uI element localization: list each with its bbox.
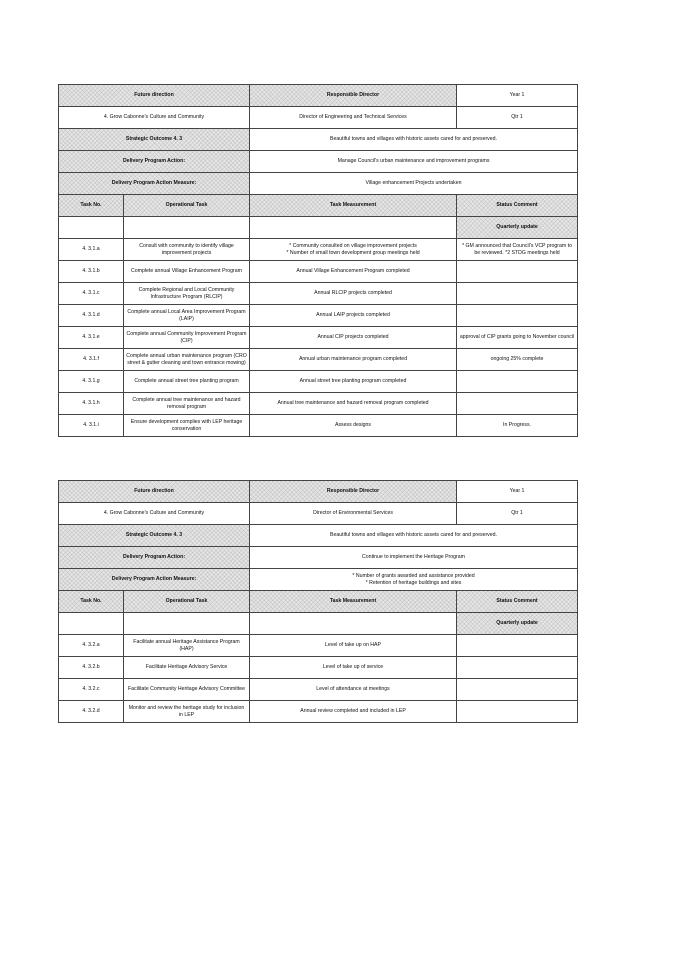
table-row bbox=[59, 635, 578, 657]
task-measurement: Annual tree maintenance and hazard removal program completed bbox=[250, 393, 457, 415]
status-comment bbox=[457, 305, 578, 327]
quarterly-update-header: Quarterly update bbox=[457, 217, 578, 239]
blank-cell bbox=[124, 613, 250, 635]
operational-task: Consult with community to identify village improvement projects bbox=[124, 239, 250, 261]
delivery-program-action-text: Manage Council's urban maintenance and improvement programs bbox=[250, 151, 578, 173]
task-no: 4. 3.1.b bbox=[59, 261, 124, 283]
responsible-director-header: Responsible Director bbox=[250, 481, 457, 503]
operational-task: Complete annual Village Enhancement Program bbox=[124, 261, 250, 283]
year-label: Year 1 bbox=[457, 85, 578, 107]
blank-cell bbox=[59, 613, 124, 635]
blank-cell bbox=[124, 217, 250, 239]
task-no: 4. 3.2.a bbox=[59, 635, 124, 657]
status-comment bbox=[457, 635, 578, 657]
measure-line: * Retention of heritage buildings and sites bbox=[365, 579, 462, 586]
measurement-line: * Community consulted on village improvement projects bbox=[289, 243, 417, 250]
responsible-director-header: Responsible Director bbox=[250, 85, 457, 107]
table-row bbox=[59, 371, 578, 393]
task-no: 4. 3.1.g bbox=[59, 371, 124, 393]
year-label: Year 1 bbox=[457, 481, 578, 503]
col-operational-task: Operational Task bbox=[124, 591, 250, 613]
delivery-program-action-measure-label: Delivery Program Action Measure: bbox=[59, 173, 250, 195]
status-comment: ongoing 25% complete bbox=[457, 349, 578, 371]
task-measurement: Annual CIP projects completed bbox=[250, 327, 457, 349]
status-comment bbox=[457, 261, 578, 283]
table-row bbox=[59, 679, 578, 701]
future-direction-header: Future direction bbox=[59, 85, 250, 107]
future-direction-value: 4. Grow Cabonne's Culture and Community bbox=[59, 503, 250, 525]
operational-task: Facilitate annual Heritage Assistance Program (HAP) bbox=[124, 635, 250, 657]
task-measurement bbox=[250, 239, 457, 261]
col-task-no: Task No. bbox=[59, 195, 124, 217]
delivery-program-action-measure-text bbox=[250, 569, 578, 591]
blank-cell bbox=[250, 613, 457, 635]
operational-task: Complete annual tree maintenance and hazard removal program bbox=[124, 393, 250, 415]
measure-line: * Number of grants awarded and assistance provided bbox=[352, 573, 475, 580]
quarterly-update-header: Quarterly update bbox=[457, 613, 578, 635]
task-no: 4. 3.1.f bbox=[59, 349, 124, 371]
blank-cell bbox=[250, 217, 457, 239]
status-comment bbox=[457, 701, 578, 723]
table-row bbox=[59, 305, 578, 327]
task-measurement: Level of take up on HAP bbox=[250, 635, 457, 657]
delivery-program-action-text: Continue to implement the Heritage Program bbox=[250, 547, 578, 569]
table-row bbox=[59, 415, 578, 437]
task-no: 4. 3.1.i bbox=[59, 415, 124, 437]
strategic-outcome-text: Beautiful towns and villages with historic assets cared for and preserved. bbox=[250, 525, 578, 547]
operational-task: Complete annual Community Improvement Program (CIP) bbox=[124, 327, 250, 349]
table-row bbox=[59, 239, 578, 261]
task-measurement: Annual Village Enhancement Program completed bbox=[250, 261, 457, 283]
status-comment: In Progress. bbox=[457, 415, 578, 437]
future-direction-header: Future direction bbox=[59, 481, 250, 503]
task-no: 4. 3.1.e bbox=[59, 327, 124, 349]
col-status-comment: Status Comment bbox=[457, 195, 578, 217]
future-direction-value: 4. Grow Cabonne's Culture and Community bbox=[59, 107, 250, 129]
delivery-program-action-label: Delivery Program Action: bbox=[59, 151, 250, 173]
responsible-director-value: Director of Engineering and Technical Services bbox=[250, 107, 457, 129]
status-comment bbox=[457, 371, 578, 393]
task-measurement: Level of attendance at meetings bbox=[250, 679, 457, 701]
quarter-label: Qtr 1 bbox=[457, 503, 578, 525]
strategic-outcome-text: Beautiful towns and villages with historic assets cared for and preserved. bbox=[250, 129, 578, 151]
task-no: 4. 3.1.a bbox=[59, 239, 124, 261]
operational-task: Facilitate Community Heritage Advisory Committee bbox=[124, 679, 250, 701]
task-measurement: Annual RLCIP projects completed bbox=[250, 283, 457, 305]
col-operational-task: Operational Task bbox=[124, 195, 250, 217]
table-row bbox=[59, 283, 578, 305]
table-row bbox=[59, 261, 578, 283]
status-comment bbox=[457, 283, 578, 305]
operational-task: Complete annual street tree planting program bbox=[124, 371, 250, 393]
task-measurement: Level of take up of service bbox=[250, 657, 457, 679]
table-row bbox=[59, 701, 578, 723]
task-measurement: Annual review completed and included in LEP bbox=[250, 701, 457, 723]
operational-task: Complete annual urban maintenance program (CRO street & gutter cleaning and town entrance mowing) bbox=[124, 349, 250, 371]
task-no: 4. 3.2.b bbox=[59, 657, 124, 679]
status-comment: * GM announced that Council's VCP program to be reviewed. *2 STDG meetings held bbox=[457, 239, 578, 261]
task-measurement: Annual urban maintenance program completed bbox=[250, 349, 457, 371]
measure-line: Village enhancement Projects undertaken bbox=[365, 180, 462, 187]
col-task-measurement: Task Measurement bbox=[250, 195, 457, 217]
task-measurement: Annual street tree planting program completed bbox=[250, 371, 457, 393]
strategic-outcome-label: Strategic Outcome 4. 3 bbox=[59, 129, 250, 151]
table-row bbox=[59, 327, 578, 349]
task-no: 4. 3.2.d bbox=[59, 701, 124, 723]
status-comment bbox=[457, 657, 578, 679]
table-row bbox=[59, 349, 578, 371]
delivery-program-action-label: Delivery Program Action: bbox=[59, 547, 250, 569]
status-comment bbox=[457, 679, 578, 701]
table-row bbox=[59, 393, 578, 415]
status-comment: approval of CIP grants going to November council bbox=[457, 327, 578, 349]
responsible-director-value: Director of Environmental Services bbox=[250, 503, 457, 525]
operational-task: Complete Regional and Local Community Infrastructure Program (RLCIP) bbox=[124, 283, 250, 305]
operational-plan-table-2 bbox=[58, 480, 578, 723]
measurement-line: * Number of small town development group meetings held bbox=[286, 249, 420, 256]
task-measurement: Assess designs bbox=[250, 415, 457, 437]
delivery-program-action-measure-label: Delivery Program Action Measure: bbox=[59, 569, 250, 591]
strategic-outcome-label: Strategic Outcome 4. 3 bbox=[59, 525, 250, 547]
operational-task: Complete annual Local Area Improvement Program (LAIP) bbox=[124, 305, 250, 327]
status-comment bbox=[457, 393, 578, 415]
col-task-measurement: Task Measurement bbox=[250, 591, 457, 613]
col-status-comment: Status Comment bbox=[457, 591, 578, 613]
operational-task: Monitor and review the heritage study for inclusion in LEP bbox=[124, 701, 250, 723]
task-no: 4. 3.1.c bbox=[59, 283, 124, 305]
task-no: 4. 3.1.h bbox=[59, 393, 124, 415]
quarter-label: Qtr 1 bbox=[457, 107, 578, 129]
col-task-no: Task No. bbox=[59, 591, 124, 613]
delivery-program-action-measure-text bbox=[250, 173, 578, 195]
operational-plan-table-1 bbox=[58, 84, 578, 437]
table-row bbox=[59, 657, 578, 679]
operational-task: Facilitate Heritage Advisory Service bbox=[124, 657, 250, 679]
task-no: 4. 3.2.c bbox=[59, 679, 124, 701]
task-no: 4. 3.1.d bbox=[59, 305, 124, 327]
task-measurement: Annual LAIP projects completed bbox=[250, 305, 457, 327]
blank-cell bbox=[59, 217, 124, 239]
operational-task: Ensure development complies with LEP heritage conservation bbox=[124, 415, 250, 437]
